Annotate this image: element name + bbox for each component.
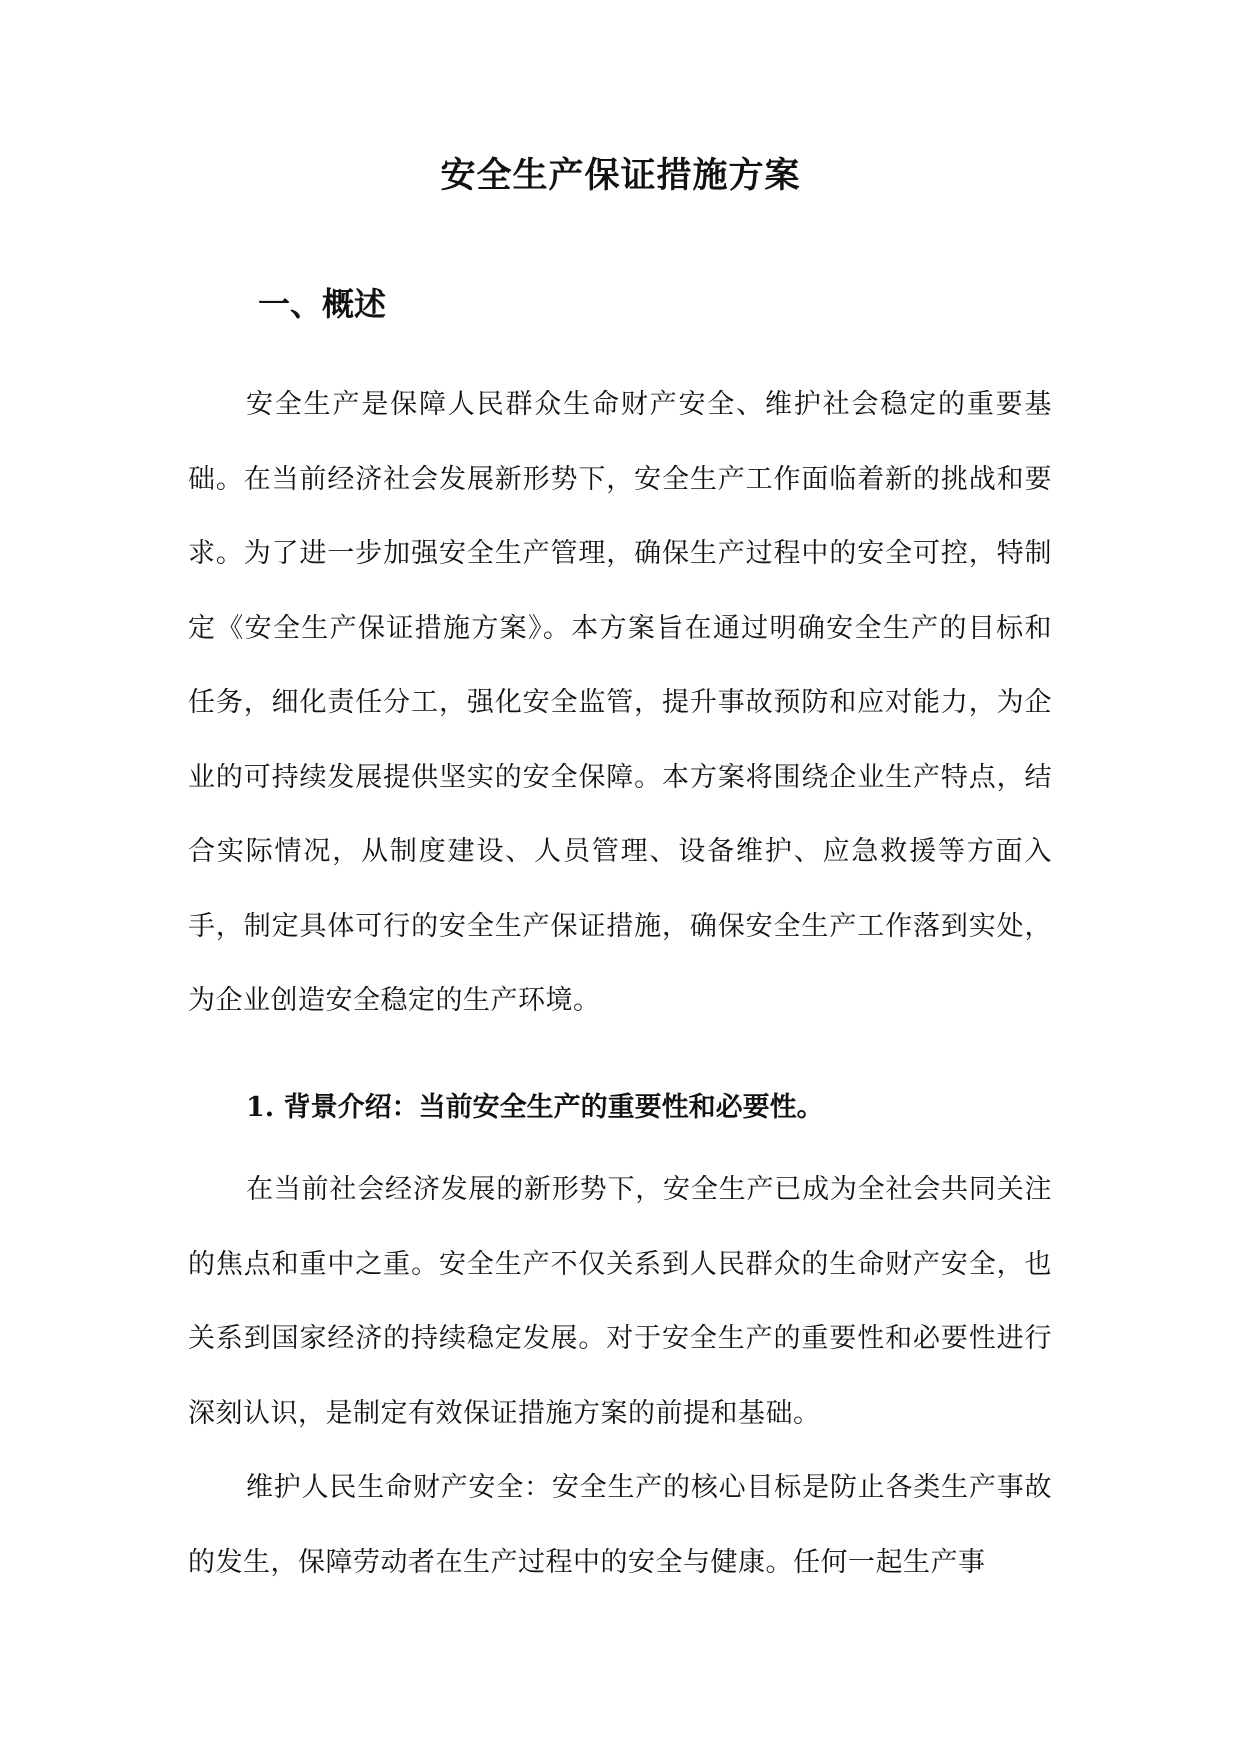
overview-paragraph: 安全生产是保障人民群众生命财产安全、维护社会稳定的重要基础。在当前经济社会发展新形势下，安全生产工作面临着新的挑战和要求。为了进一步加强安全生产管理，确保生产过程中的安全可控，特制定《安全生产保证措施方案》。本方案旨在通过明确安全生产的目标和任务，细化责任分工，强化安全监管，提升事故预防和应对能力，为企业的可持续发展提供坚实的安全保障。本方案将围绕企业生产特点，结合实际情况，从制度建设、人员管理、设备维护、应急救援等方面入手，制定具体可行的安全生产保证措施，确保安全生产工作落到实处，为企业创造安全稳定的生产环境。 bbox=[188, 389, 1052, 1016]
subsection-heading-background: 1. 背景介绍：当前安全生产的重要性和必要性。 bbox=[246, 1092, 824, 1123]
background-paragraph-1: 在当前社会经济发展的新形势下，安全生产已成为全社会共同关注的焦点和重中之重。安全生产不仅关系到人民群众的生命财产安全，也关系到国家经济的持续稳定发展。对于安全生产的重要性和必要性进行深刻认识，是制定有效保证措施方案的前提和基础。 bbox=[188, 1174, 1052, 1429]
section-heading-overview: 一、概述 bbox=[258, 285, 387, 323]
document-title: 安全生产保证措施方案 bbox=[440, 155, 801, 196]
background-paragraph-2: 维护人民生命财产安全：安全生产的核心目标是防止各类生产事故的发生，保障劳动者在生产过程中的安全与健康。任何一起生产事 bbox=[188, 1472, 1052, 1578]
